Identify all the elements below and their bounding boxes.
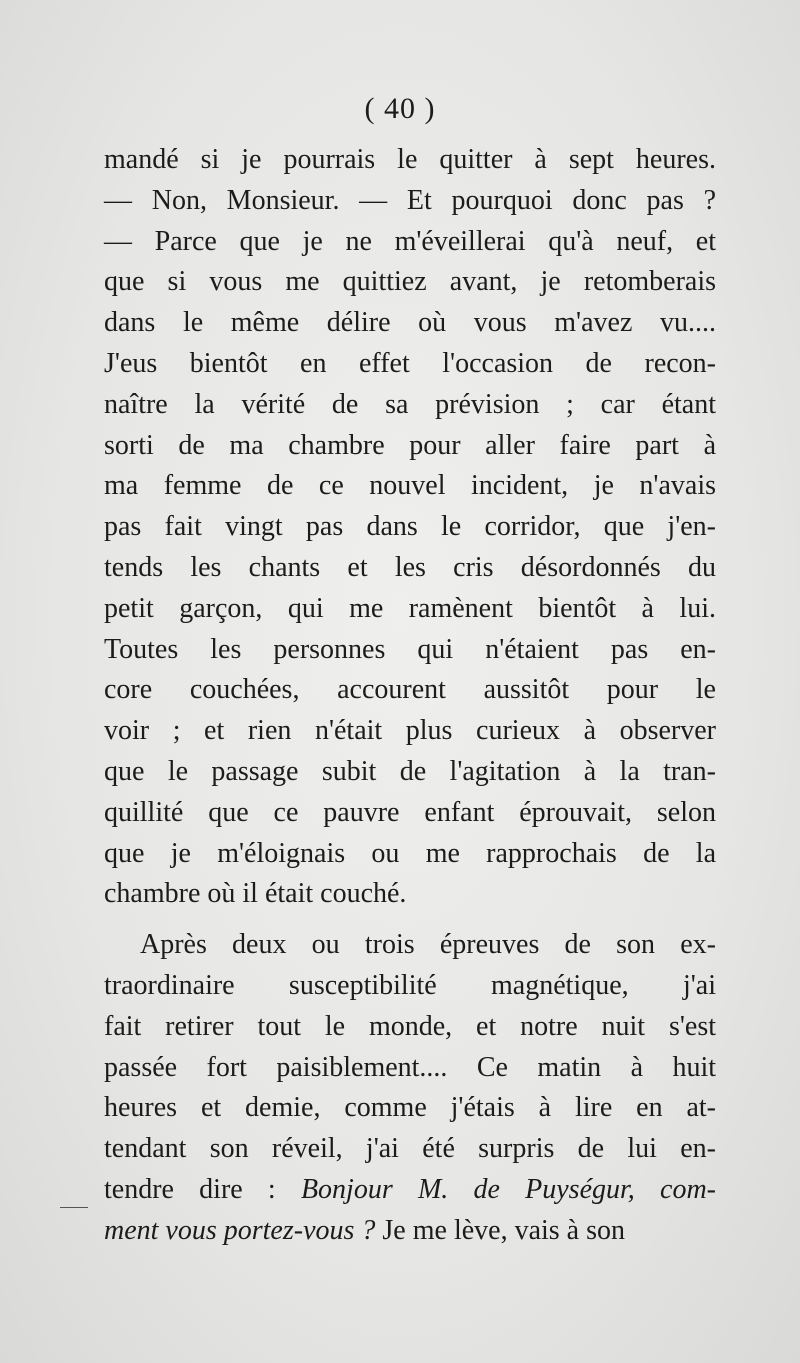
text-line: que le passage subit de l'agitation à la tran-: [104, 755, 716, 787]
text-line: petit garçon, qui me ramènent bientôt à lui.: [104, 592, 716, 624]
text-line: quillité que ce pauvre enfant éprouvait, selon: [104, 796, 716, 828]
text-italic-quote: Bonjour M. de Puységur, com-: [300, 1173, 716, 1205]
text-line: que si vous me quittiez avant, je retomberais: [104, 266, 716, 298]
paragraph-gap: [104, 915, 716, 925]
paragraph-2-lines: [104, 925, 716, 1170]
paragraph-2: [104, 925, 716, 1251]
text-line: naître la vérité de sa prévision ; car étant: [104, 388, 716, 420]
text-line: core couchées, accourent aussitôt pour le: [104, 674, 716, 706]
text-line: traordinaire susceptibilité magnétique, j'ai: [104, 969, 716, 1001]
text-line: mandé si je pourrais le quitter à sept heures.: [104, 144, 716, 175]
page-number: ( 40 ): [364, 92, 436, 125]
text-line: ma femme de ce nouvel incident, je n'avais: [104, 470, 716, 502]
text-line: sorti de ma chambre pour aller faire part à: [104, 429, 716, 461]
text-line: heures et demie, comme j'étais à lire en at-: [104, 1092, 716, 1124]
text-line-quote-start: [104, 1170, 716, 1211]
text-line: chambre où il était couché.: [104, 878, 407, 910]
text-line: passée fort paisiblement.... Ce matin à huit: [104, 1051, 716, 1083]
text-italic-quote: ment vous portez-vous ?: [104, 1214, 376, 1246]
text-line: — Parce que je ne m'éveillerai qu'à neuf, et: [104, 225, 716, 257]
page-body: [104, 140, 716, 1252]
text-line: Toutes les personnes qui n'étaient pas en-: [104, 633, 716, 665]
text-line: Après deux ou trois épreuves de son ex-: [140, 929, 716, 961]
text-line-quote-end: [104, 1211, 716, 1252]
text-line: dans le même délire où vous m'avez vu....: [104, 307, 716, 339]
text-line: que je m'éloignais ou me rapprochais de la: [104, 837, 716, 869]
margin-mark: [60, 1207, 88, 1208]
text-line: fait retirer tout le monde, et notre nuit s'est: [104, 1010, 716, 1042]
text-line: pas fait vingt pas dans le corridor, que j'en-: [104, 511, 716, 543]
text-line: tends les chants et les cris désordonnés du: [104, 551, 716, 583]
text-line: J'eus bientôt en effet l'occasion de recon-: [104, 347, 716, 379]
text-normal: Je me lève, vais à son: [375, 1214, 625, 1246]
paragraph-1: [104, 140, 716, 915]
text-line: voir ; et rien n'était plus curieux à observer: [104, 715, 716, 747]
text-line: tendant son réveil, j'ai été surpris de lui en-: [104, 1133, 716, 1165]
text-line: — Non, Monsieur. — Et pourquoi donc pas ?: [104, 184, 716, 216]
text-normal: tendre dire :: [104, 1173, 301, 1205]
